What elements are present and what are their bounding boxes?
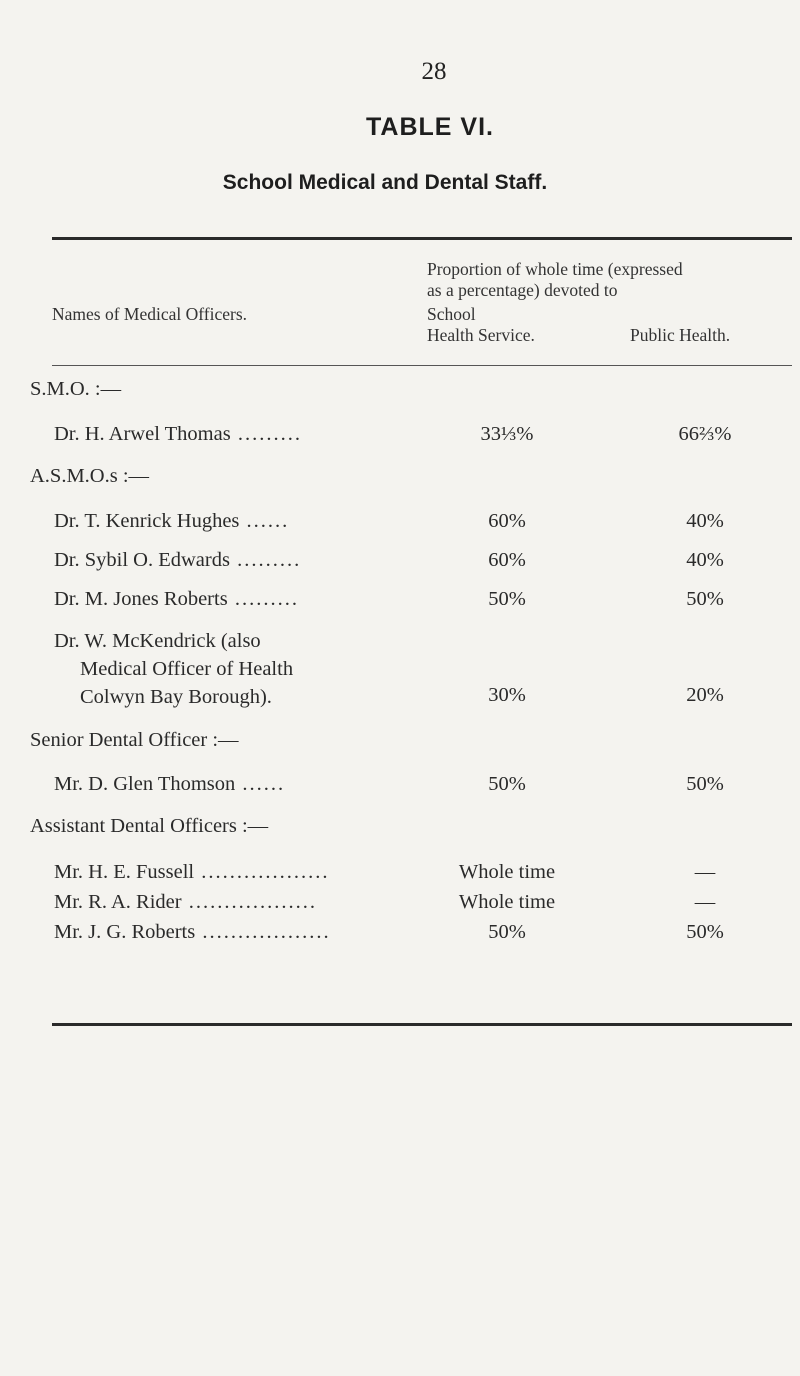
officer-name: Mr. R. A. Rider <box>54 891 182 913</box>
header-proportion-line2: as a percentage) devoted to <box>427 280 618 300</box>
bottom-rule <box>52 1023 792 1026</box>
officer-name-line2: Medical Officer of Health <box>80 658 294 680</box>
header-names: Names of Medical Officers. <box>52 304 248 324</box>
officer-name: Dr. T. Kenrick Hughes <box>54 510 240 532</box>
dot-leader: ......... <box>230 423 302 445</box>
public-value: 20% <box>686 684 724 706</box>
school-value: 50% <box>488 921 526 943</box>
officer-name: Mr. H. E. Fussell <box>54 861 195 883</box>
officer-name-line3: Colwyn Bay Borough). <box>80 686 272 708</box>
school-value: 33⅓% <box>480 423 534 445</box>
officer-name: Dr. W. McKendrick (also <box>54 630 261 652</box>
officer-name: Dr. H. Arwel Thomas <box>54 423 231 445</box>
school-value: 30% <box>488 684 526 706</box>
dot-leader: ......... <box>227 588 299 610</box>
school-value: 60% <box>488 549 526 571</box>
school-value: 50% <box>488 588 526 610</box>
page-number: 28 <box>421 58 447 85</box>
public-value: 40% <box>686 549 724 571</box>
dot-leader: .................. <box>181 891 317 913</box>
officer-name: Mr. J. G. Roberts <box>54 921 196 943</box>
dot-leader: ......... <box>229 549 302 571</box>
header-proportion-line1: Proportion of whole time (expressed <box>427 259 683 279</box>
table-title: TABLE VI. <box>366 113 494 141</box>
public-value: 50% <box>686 773 724 795</box>
officer-name: Dr. Sybil O. Edwards <box>54 549 230 571</box>
public-value: — <box>694 861 716 883</box>
school-value: Whole time <box>458 891 556 913</box>
school-value: 50% <box>488 773 526 795</box>
header-rule <box>52 365 792 366</box>
header-proportion <box>427 259 683 301</box>
dot-leader: .................. <box>194 861 330 883</box>
officer-name: Mr. D. Glen Thomson <box>54 773 236 795</box>
dot-leader: .................. <box>195 921 331 943</box>
public-value: — <box>694 891 716 913</box>
table-subtitle: School Medical and Dental Staff. <box>222 171 548 194</box>
header-public: Public Health. <box>630 325 731 345</box>
school-value: Whole time <box>458 861 556 883</box>
top-rule <box>52 237 792 240</box>
header-school-line2: Health Service. <box>427 325 535 345</box>
public-value: 50% <box>686 921 724 943</box>
school-value: 60% <box>488 510 526 532</box>
public-value: 40% <box>686 510 724 532</box>
header-school-line1: School <box>427 304 476 324</box>
public-value: 50% <box>686 588 724 610</box>
officer-name: Dr. M. Jones Roberts <box>54 588 228 610</box>
dot-leader: ...... <box>235 773 286 795</box>
dot-leader: ...... <box>239 510 290 532</box>
public-value: 66⅔% <box>678 423 732 445</box>
header-school <box>427 304 535 346</box>
